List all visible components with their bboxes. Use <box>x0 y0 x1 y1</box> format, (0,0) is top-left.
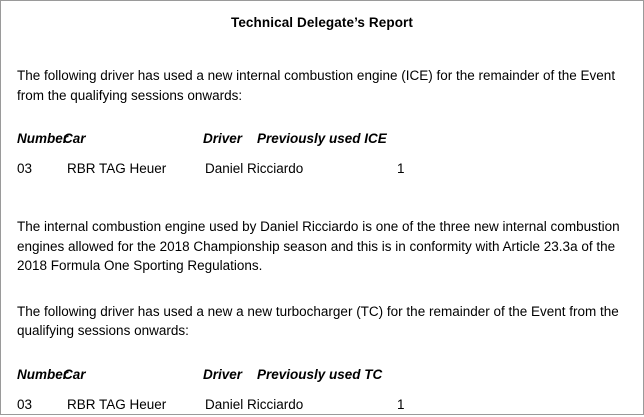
column-header-previously-used: Previously used ICE <box>257 131 387 147</box>
cell-number: 03 <box>17 161 33 177</box>
cell-previously-used: 1 <box>397 396 405 412</box>
cell-previously-used: 1 <box>397 161 405 177</box>
cell-driver: Daniel Ricciardo <box>205 396 304 412</box>
column-header-driver: Driver <box>203 366 243 382</box>
table-header-ice <box>15 131 629 149</box>
cell-driver: Daniel Ricciardo <box>205 161 304 177</box>
cell-car: RBR TAG Heuer <box>67 396 167 412</box>
paragraph-ice-intro: The following driver has used a new internal combustion engine (ICE) for the remainder of the Event from the qualifying sessions onwards: <box>17 68 616 103</box>
page-title: Technical Delegate’s Report <box>230 15 413 30</box>
table-row <box>15 161 629 181</box>
spacer <box>15 385 629 397</box>
table-header-tc <box>15 367 629 385</box>
column-header-previously-used: Previously used TC <box>257 366 383 382</box>
spacer <box>15 341 629 367</box>
paragraph-ice-conformity: The internal combustion engine used by Daniel Ricciardo is one of the three new internal combustion engines allowed for the 2018 Championship season and this is in conformity with Article 23.3a of the 2018 Formula One Sporting Regulations. <box>17 219 620 274</box>
cell-number: 03 <box>17 396 33 412</box>
spacer <box>15 105 629 131</box>
spacer <box>15 30 629 66</box>
column-header-car: Car <box>63 366 86 382</box>
cell-car: RBR TAG Heuer <box>67 161 167 177</box>
column-header-number: Number <box>17 366 69 382</box>
column-header-driver: Driver <box>203 131 243 147</box>
spacer <box>15 149 629 161</box>
paragraph-tc-intro: The following driver has used a new a new turbocharger (TC) for the remainder of the Event from the qualifying sessions onwards: <box>17 303 619 339</box>
column-header-car: Car <box>63 131 86 147</box>
spacer <box>15 276 629 302</box>
spacer <box>15 181 629 217</box>
column-header-number: Number <box>17 131 69 147</box>
table-row <box>15 397 629 417</box>
